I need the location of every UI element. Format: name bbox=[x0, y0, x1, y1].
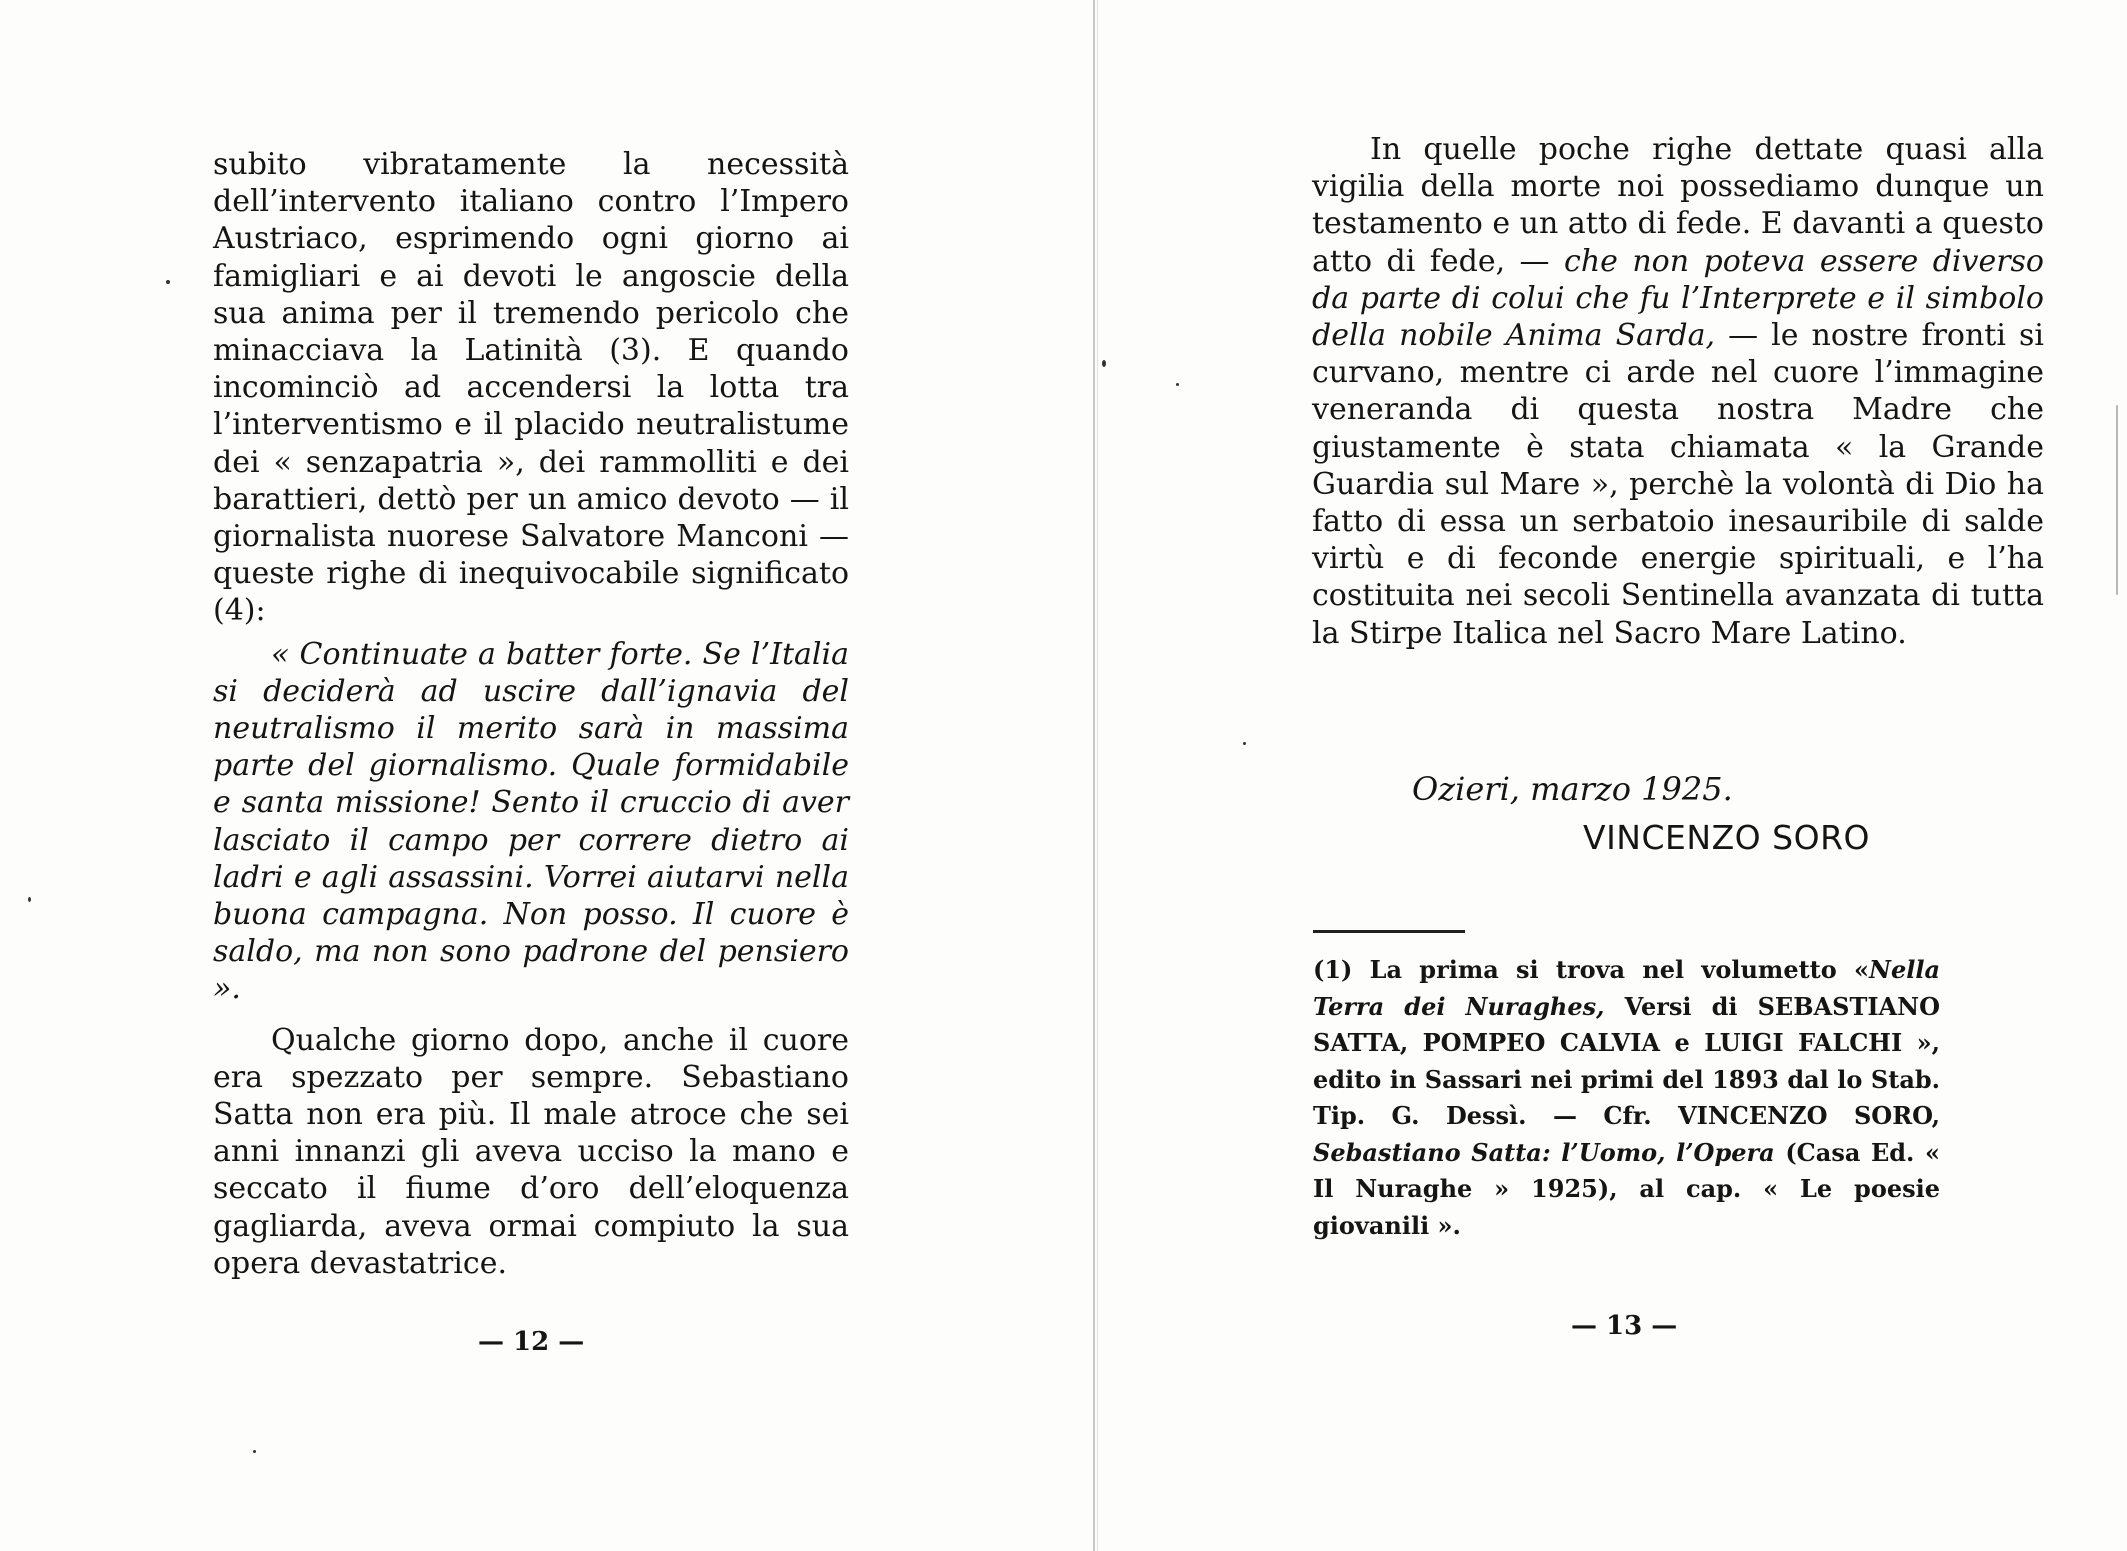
page-number-left: — 12 — bbox=[478, 1327, 585, 1357]
scan-speck bbox=[253, 1450, 256, 1453]
scan-speck bbox=[1102, 360, 1106, 367]
footnote-part-a: (1) La prima si trova nel volumetto « bbox=[1313, 955, 1869, 984]
right-paragraph-1-part-b: — le nostre fronti si curvano, mentre ci arde nel cuore l’immagine veneranda di questa nostra Madre che giustamente è stata chiamata « la Grande Guardia sul Mare », perchè la volontà di Dio ha fatto di essa un serbatoio inesauribile di salde virtù e di feconde energie spirituali, e l’ha costituita nei secoli Sentinella avanzata di tutta la Stirpe Italica nel Sacro Mare Latino. bbox=[1312, 318, 2044, 651]
page-number-right: — 13 — bbox=[1571, 1311, 1678, 1341]
place-date: Ozieri, marzo 1925. bbox=[1412, 770, 1733, 808]
scan-speck bbox=[166, 280, 170, 284]
left-paragraph-1: subito vibratamente la necessità dell’intervento italiano contro l’Impero Austriaco, esprimendo ogni giorno ai famigliari e ai devoti le angoscie della sua anima per il tremendo pericolo che minacciava la Latinità (3). E quando incominciò ad accendersi la lotta tra l’interventismo e il placido neutralistume dei « senzapatria », dei rammolliti e dei barattieri, dettò per un amico devoto — il giornalista nuorese Salvatore Manconi — queste righe di inequivocabile significato (4): bbox=[213, 147, 849, 629]
right-paragraph-1 bbox=[1312, 131, 2044, 652]
right-paragraph-1-italic: che non poteva essere diverso da parte di colui che fu l’Interprete e il simbolo della nobile Anima Sarda, bbox=[1312, 243, 2044, 354]
footnote-book-title: Nella Terra dei Nuraghes, bbox=[1313, 955, 1940, 1021]
left-page-text bbox=[213, 146, 849, 1282]
right-paragraph-1-part-a: In quelle poche righe dettate quasi alla vigilia della morte noi possediamo dunque un testamento e un atto di fede. E davanti a questo atto di fede, — bbox=[1312, 132, 2044, 279]
scan-speck bbox=[28, 897, 31, 902]
right-page-text bbox=[1312, 131, 2044, 652]
footnote bbox=[1313, 952, 1940, 1244]
footnote-rule bbox=[1313, 930, 1465, 933]
footnote-part-c: (Casa Ed. « Il Nuraghe » 1925), al cap. « Le poesie giovanili ». bbox=[1313, 1137, 1941, 1240]
left-paragraph-2: Qualche giorno dopo, anche il cuore era spezzato per sempre. Sebastiano Satta non era più. Il male atroce che sei anni innanzi gli aveva ucciso la mano e seccato il fiume d’oro dell’eloquenza gagliarda, aveva ormai compiuto la sua opera devastatrice. bbox=[213, 1022, 849, 1281]
satta-quote: « Continuate a batter forte. Se l’Italia si deciderà ad uscire dall’ignavia del neutralismo il merito sarà in massima parte del giornalismo. Quale formidabile e santa missione! Sento il cruccio di aver lasciato il campo per correre dietro ai ladri e agli assassini. Vorrei aiutarvi nella buona campagna. Non posso. Il cuore è saldo, ma non sono padrone del pensiero ». bbox=[213, 636, 849, 1007]
author-signature: VINCENZO SORO bbox=[1583, 818, 1870, 857]
scan-speck bbox=[1176, 383, 1179, 386]
scan-edge bbox=[2116, 405, 2118, 595]
scan-speck bbox=[1243, 742, 1246, 745]
footnote-part-b: Versi di SEBASTIANO SATTA, POMPEO CALVIA e LUIGI FALCHI », edito in Sassari nei primi del 1893 dal lo Stab. Tip. G. Dessì. — Cfr. VINCENZO SORO, bbox=[1313, 991, 1941, 1130]
footnote-work-title: Sebastiano Satta: l’Uomo, l’Opera bbox=[1313, 1137, 1775, 1167]
